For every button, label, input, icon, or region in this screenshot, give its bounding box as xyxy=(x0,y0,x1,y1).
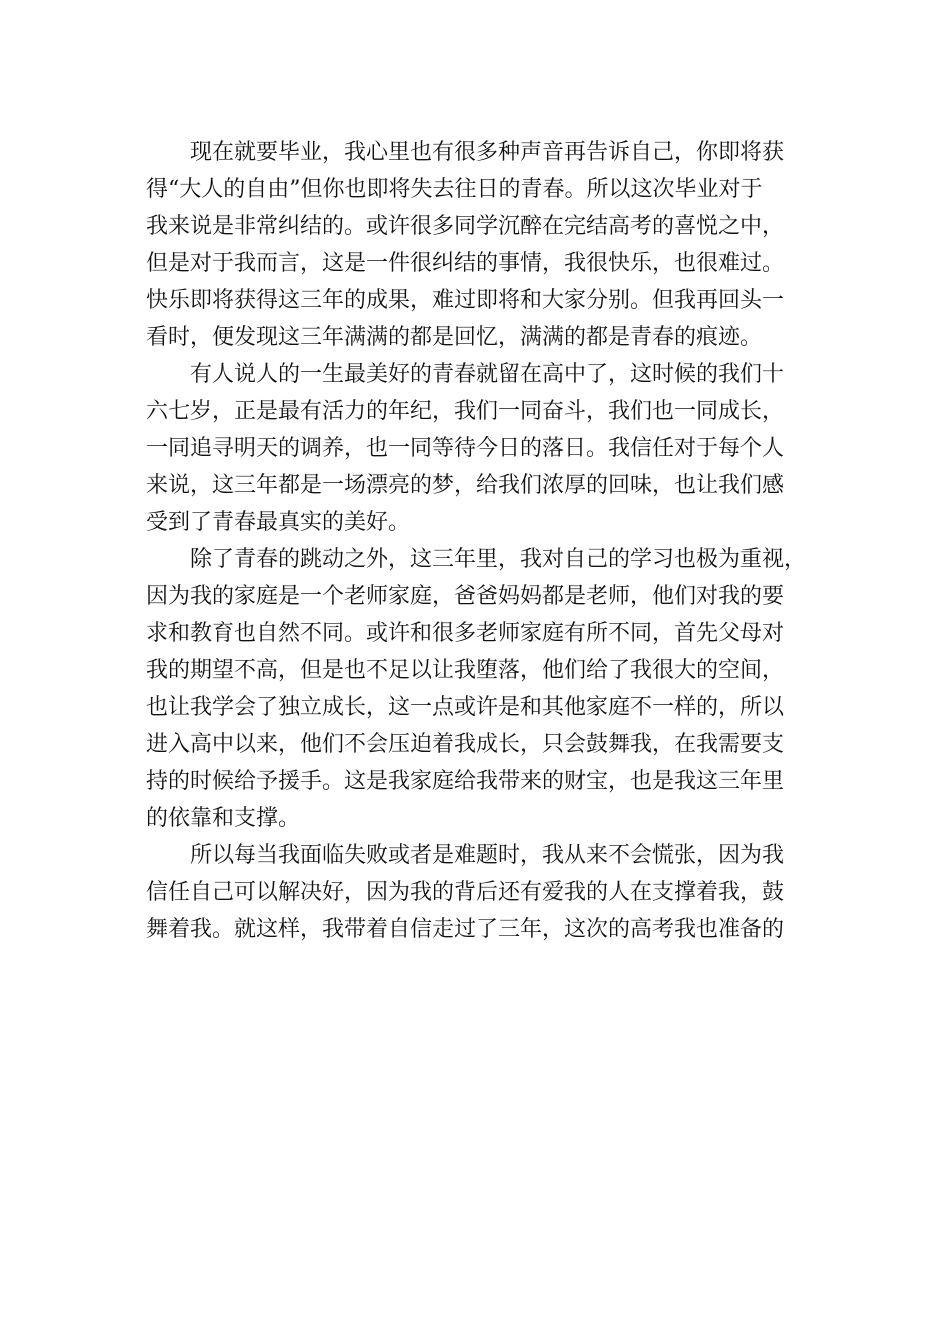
paragraph-1-line-2: 得“大人的自由”但你也即将失去往日的青春。所以这次毕业对于 xyxy=(146,177,763,202)
paragraph-1-line-5: 快乐即将获得这三年的成果，难过即将和大家分别。但我再回头一 xyxy=(146,288,785,313)
paragraph-1-line-1: 现在就要毕业，我心里也有很多种声音再告诉自己，你即将获 xyxy=(190,140,785,165)
paragraph-3-line-1: 除了青春的跳动之外，这三年里，我对自己的学习也极为重视， xyxy=(190,547,807,572)
paragraph-1-line-3: 我来说是非常纠结的。或许很多同学沉醉在完结高考的喜悦之中， xyxy=(146,214,785,239)
paragraph-2-line-3: 一同追寻明天的调养，也一同等待今日的落日。我信任对于每个人 xyxy=(146,436,785,461)
paragraph-2-line-5: 受到了青春最真实的美好。 xyxy=(146,510,411,535)
paragraph-4-line-2: 信任自己可以解决好，因为我的背后还有爱我的人在支撑着我，鼓 xyxy=(146,880,785,905)
paragraph-3-line-3: 求和教育也自然不同。或许和很多老师家庭有所不同，首先父母对 xyxy=(146,621,785,646)
paragraph-4-line-3: 舞着我。就这样，我带着自信走过了三年，这次的高考我也准备的 xyxy=(146,917,785,942)
paragraph-1-line-4: 但是对于我而言，这是一件很纠结的事情，我很快乐，也很难过。 xyxy=(146,251,785,276)
paragraph-2-line-4: 来说，这三年都是一场漂亮的梦，给我们浓厚的回味，也让我们感 xyxy=(146,473,785,498)
paragraph-3-line-7: 持的时候给予援手。这是我家庭给我带来的财宝，也是我这三年里 xyxy=(146,769,785,794)
paragraph-2-line-1: 有人说人的一生最美好的青春就留在高中了，这时候的我们十 xyxy=(190,362,785,387)
paragraph-3-line-5: 也让我学会了独立成长，这一点或许是和其他家庭不一样的，所以 xyxy=(146,695,785,720)
essay-body xyxy=(146,134,836,948)
paragraph-3-line-8: 的依靠和支撑。 xyxy=(146,806,301,831)
paragraph-4-line-1: 所以每当我面临失败或者是难题时，我从来不会慌张，因为我 xyxy=(190,843,785,868)
paragraph-1-line-6: 看时，便发现这三年满满的都是回忆，满满的都是青春的痕迹。 xyxy=(146,325,763,350)
paragraph-3-line-2: 因为我的家庭是一个老师家庭，爸爸妈妈都是老师，他们对我的要 xyxy=(146,584,785,609)
paragraph-3-line-6: 进入高中以来，他们不会压迫着我成长，只会鼓舞我，在我需要支 xyxy=(146,732,785,757)
paragraph-2-line-2: 六七岁，正是最有活力的年纪，我们一同奋斗，我们也一同成长， xyxy=(146,399,785,424)
paragraph-3-line-4: 我的期望不高，但是也不足以让我堕落，他们给了我很大的空间， xyxy=(146,658,785,683)
